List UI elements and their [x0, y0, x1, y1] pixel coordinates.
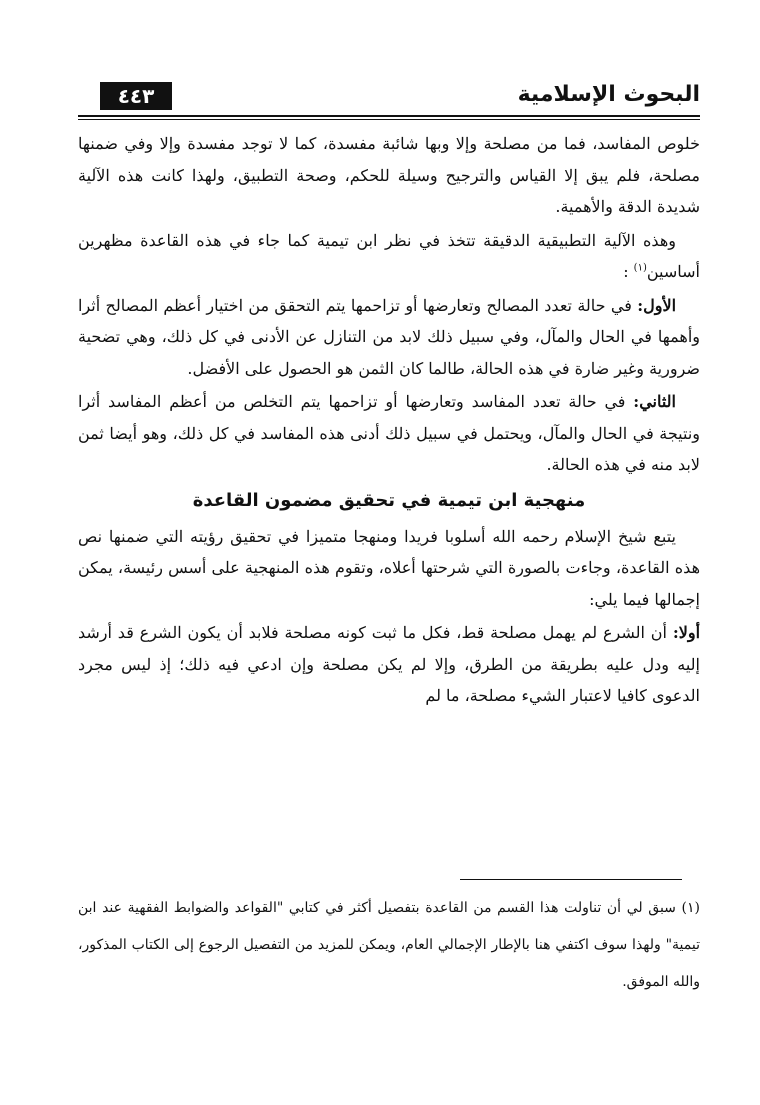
- journal-title: البحوث الإسلامية: [517, 82, 700, 107]
- paragraph-2-text: وهذه الآلية التطبيقية الدقيقة تتخذ في نظر ابن تيمية كما جاء في هذه القاعدة مظهرين أساسين: [78, 230, 700, 281]
- paragraph-1: خلوص المفاسد، فما من مصلحة وإلا وبها شائبة مفسدة، كما لا توجد مفسدة وإلا وفي ضمنها مصلحة، فلم يبق إلا القياس والترجيح وسيلة للحكم، وصحة التطبيق، ولهذا كانت هذه الآلية شديدة الدقة والأهمية.: [78, 134, 700, 216]
- paragraph-2-colon: :: [623, 262, 629, 281]
- body-text: [78, 128, 700, 714]
- paragraph-4-lead: الثاني:: [633, 392, 676, 411]
- footnote-marker: (١): [633, 262, 647, 274]
- paragraph-3: [78, 290, 700, 385]
- paragraph-5: يتبع شيخ الإسلام رحمه الله أسلوبا فريدا ومنهجا متميزا في تحقيق رؤيته التي ضمنها نص هذه القاعدة، وجاءت بالصورة التي شرحتها أعلاه، وتقوم هذه المنهجية على أسس رئيسة، يمكن إجمالها فيما يلي:: [78, 526, 700, 609]
- footnote-rule: [460, 879, 682, 880]
- paragraph-3-text: في حالة تعدد المصالح وتعارضها أو تزاحمها يتم التحقق من اختيار أعظم المصالح أثرا وأهمها في الحال والمآل، وفي سبيل ذلك لابد من التنازل عن الأدنى في كل ذلك، وهي تضحية ضرورية وغير ضارة في هذه الحالة، طالما كان الثمن هو الحصول على الأفضل.: [78, 295, 700, 378]
- paragraph-4-text: في حالة تعدد المفاسد وتعارضها أو تزاحمها يتم التخلص من أعظم المفاسد أثرا ونتيجة في الحال والمآل، ويحتمل في سبيل ذلك أدنى هذه المفاسد في كل ذلك، وهو أيضا ثمن لابد منه في هذه الحالة.: [78, 392, 700, 474]
- header-rule: [78, 115, 700, 117]
- paragraph-6-lead: أولا:: [672, 623, 701, 642]
- paragraph-6: [78, 617, 700, 712]
- header-rule-thin: [78, 119, 700, 120]
- page-header: [78, 78, 700, 118]
- paragraph-2: [78, 225, 700, 288]
- page-number: ٤٤٣: [100, 82, 172, 110]
- paragraph-3-lead: الأول:: [637, 295, 677, 315]
- section-heading: منهجية ابن تيمية في تحقيق مضمون القاعدة: [192, 489, 586, 511]
- paragraph-6-text: أن الشرع لم يهمل مصلحة قط، فكل ما ثبت كونه مصلحة فلابد أن يكون الشرع قد أرشد إليه ودل عليه بطريقة من الطرق، وإلا لم يكن مصلحة وإن ادعي فيه ذلك؛ إذ ليس مجرد الدعوى كافيا لاعتبار الشيء مصلحة، ما لم: [78, 623, 700, 705]
- paragraph-4: [78, 386, 700, 481]
- footnotes: [78, 890, 700, 1001]
- footnote-1: (١) سبق لي أن تناولت هذا القسم من القاعدة بتفصيل أكثر في كتابي "القواعد والضوابط الفقهية عند ابن تيمية" ولهذا سوف اكتفي هنا بالإطار الإجمالي العام، ويمكن للمزيد من التفصيل الرجوع إلى الكتاب المذكور، والله الموفق.: [78, 900, 700, 990]
